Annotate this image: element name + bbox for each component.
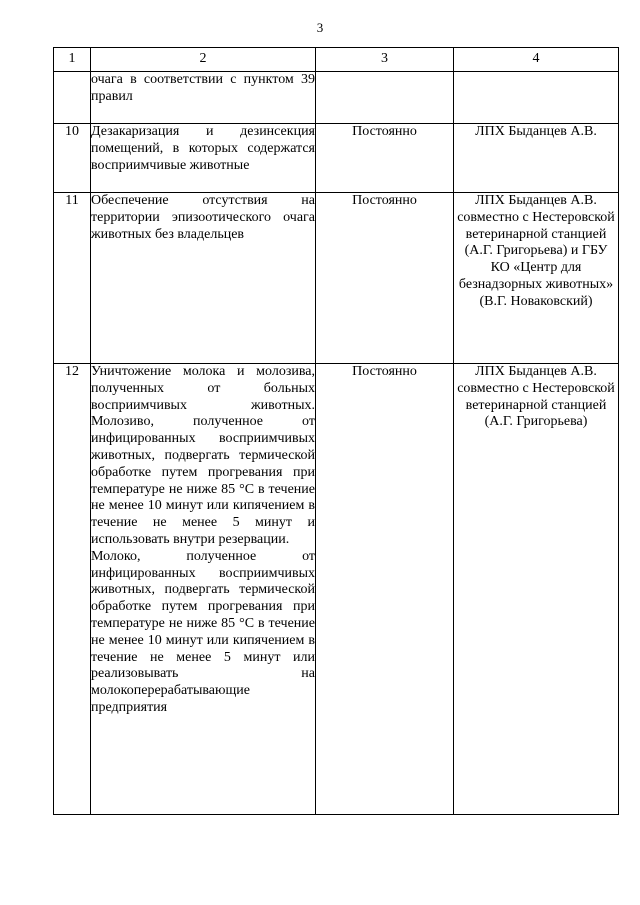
description-paragraph: Дезакаризация и дезинсекция помещений, в которых содержатся восприимчивые животные [91, 124, 315, 173]
row-number [54, 72, 91, 124]
table-row [54, 72, 619, 124]
description-paragraph: Молоко, полученное от инфицированных восприимчивых животных, подвергать термической обработке путем прогревания при температуре не ниже 85 °С в течение не менее 10 минут или кипячением в течение не менее 5 минут или реализовывать на молокоперерабатывающие предприятия [91, 548, 315, 715]
row-description [91, 72, 316, 124]
row-term: Постоянно [316, 193, 454, 364]
row-responsible: ЛПХ Быданцев А.В. совместно с Нестеровской ветеринарной станцией (А.Г. Григорьева) [454, 364, 619, 815]
row-description [91, 124, 316, 193]
description-paragraph: Уничтожение молока и молозива, полученных от больных восприимчивых животных. Молозиво, полученное от инфицированных восприимчивых животных, подвергать термической обработке путем прогревания при температуре не ниже 85 °С в течение не менее 10 минут или кипячением в течение не менее 5 минут и использовать внутри резервации. [91, 364, 315, 547]
row-responsible: ЛПХ Быданцев А.В. совместно с Нестеровской ветеринарной станцией (А.Г. Григорьева) и ГБУ КО «Центр для безнадзорных животных» (В.Г. Новаковский) [454, 193, 619, 364]
row-number: 11 [54, 193, 91, 364]
row-term: Постоянно [316, 364, 454, 815]
header-row [54, 48, 619, 72]
table-row [54, 193, 619, 364]
header-col-2: 2 [91, 48, 316, 72]
row-responsible [454, 72, 619, 124]
row-number: 10 [54, 124, 91, 193]
row-description [91, 193, 316, 364]
description-paragraph: Обеспечение отсутствия на территории эпизоотического очага животных без владельцев [91, 193, 315, 242]
table-row [54, 124, 619, 193]
row-number: 12 [54, 364, 91, 815]
row-responsible: ЛПХ Быданцев А.В. [454, 124, 619, 193]
page-number: 3 [316, 20, 324, 35]
header-col-1: 1 [54, 48, 91, 72]
row-term: Постоянно [316, 124, 454, 193]
measures-table [53, 47, 619, 815]
row-description [91, 364, 316, 815]
table-row [54, 364, 619, 815]
header-col-3: 3 [316, 48, 454, 72]
description-paragraph: очага в соответствии с пунктом 39 правил [91, 72, 315, 104]
header-col-4: 4 [454, 48, 619, 72]
row-term [316, 72, 454, 124]
